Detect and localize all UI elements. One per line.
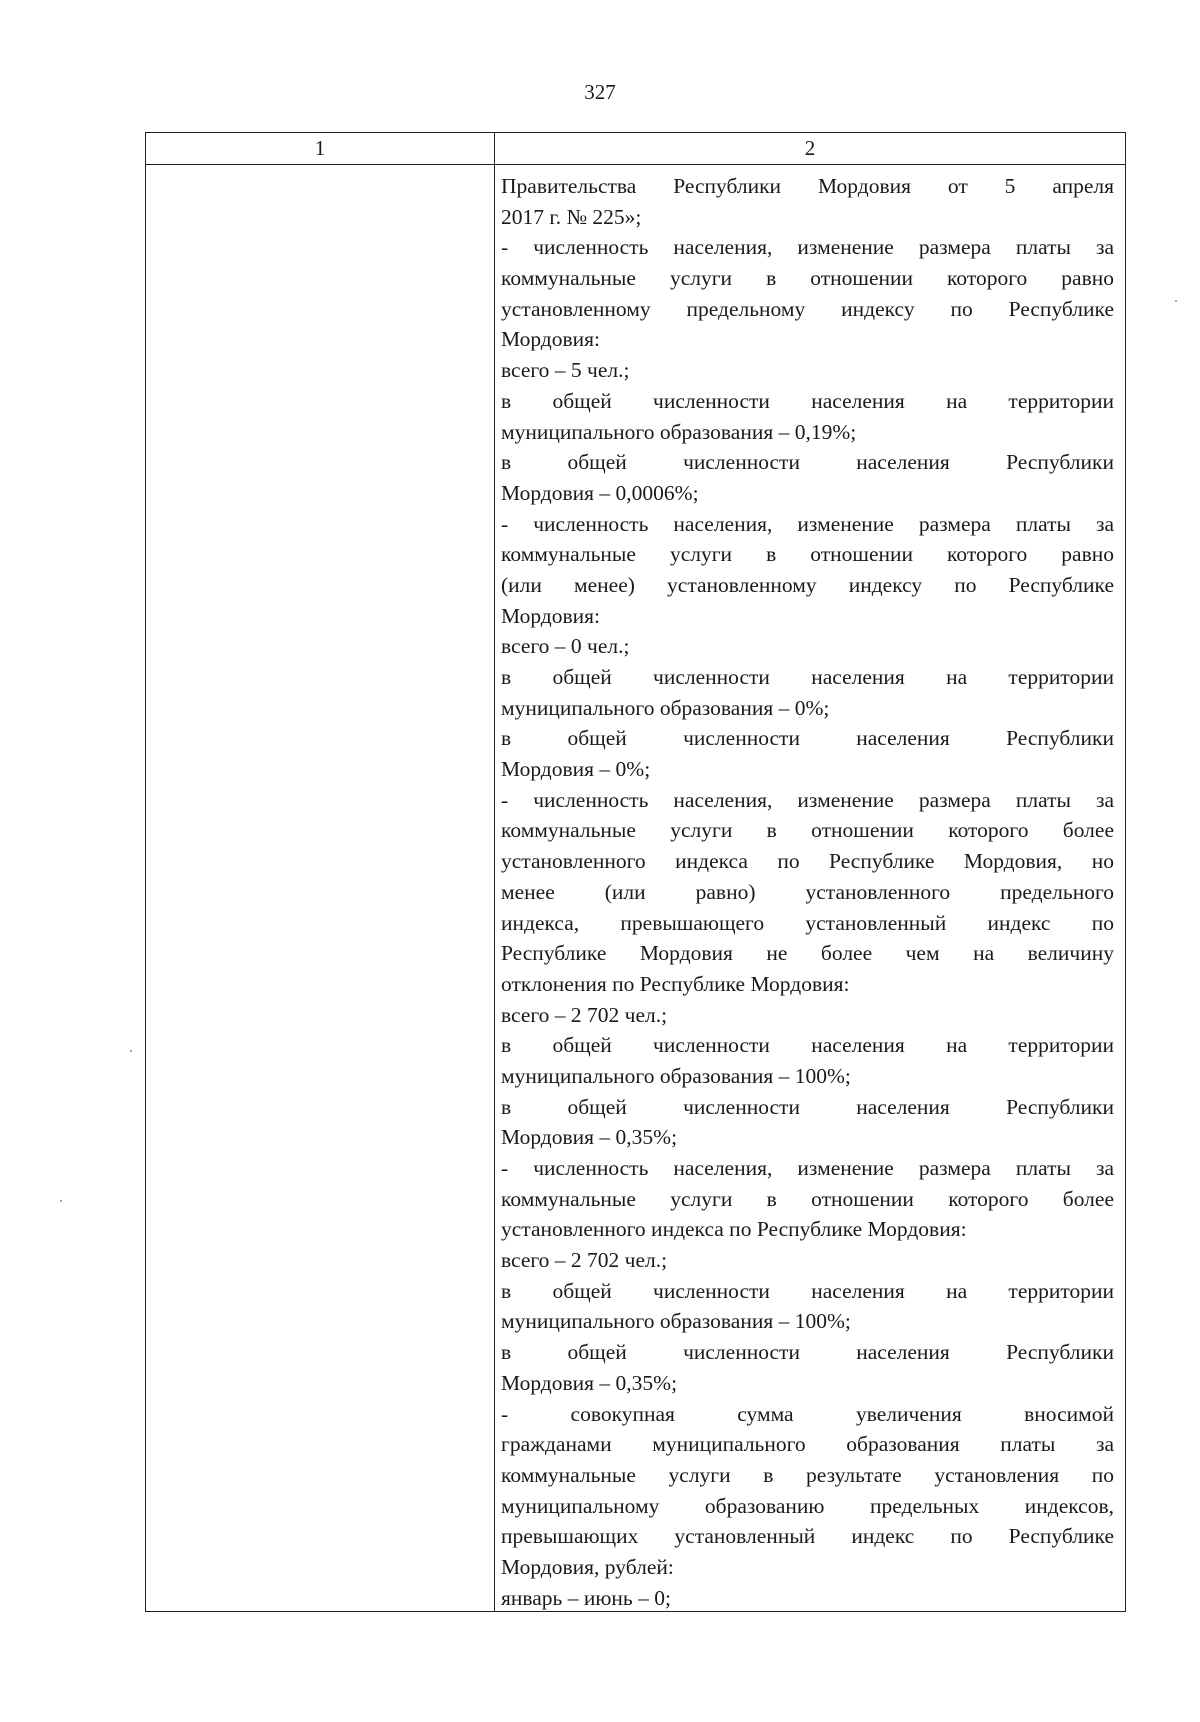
text-line: - численность населения, изменение размера платы за (501, 787, 1114, 812)
column-header-2: 2 (804, 136, 816, 160)
text-line: Мордовия – 0%; (501, 757, 651, 782)
text-line: муниципального образования – 0,19%; (501, 419, 857, 444)
column-header-1: 1 (314, 136, 326, 160)
text-line: коммунальные услуги в результате установления по (501, 1462, 1114, 1487)
text-line: отклонения по Республике Мордовия: (501, 971, 850, 996)
text-line: муниципального образования – 100%; (501, 1063, 851, 1088)
text-line: всего – 0 чел.; (501, 634, 630, 659)
text-line: муниципального образования – 0%; (501, 695, 830, 720)
page-number: 327 (584, 80, 616, 104)
text-line: в общей численности населения на территории (501, 388, 1114, 413)
text-line: - совокупная сумма увеличения вносимой (501, 1401, 1114, 1426)
header-divider (146, 164, 1125, 165)
text-line: установленного индекса по Республике Мордовия: (501, 1217, 967, 1242)
text-line: 2017 г. № 225»; (501, 204, 642, 229)
text-line: в общей численности населения на территории (501, 1278, 1114, 1303)
text-line: - численность населения, изменение размера платы за (501, 235, 1114, 260)
text-line: в общей численности населения на территории (501, 665, 1114, 689)
text-line: установленного индекса по Республике Мордовия, но (501, 849, 1114, 874)
text-line: - численность населения, изменение размера платы за (501, 1156, 1114, 1180)
scan-speck (1175, 300, 1177, 302)
column-2-text (501, 171, 1114, 1613)
text-line: менее (или равно) установленного предельного (501, 879, 1114, 904)
column-divider (494, 133, 495, 1611)
text-line: муниципального образования – 100%; (501, 1309, 851, 1334)
text-line: Мордовия, рублей: (501, 1554, 674, 1579)
text-line: Мордовия – 0,35%; (501, 1370, 678, 1395)
text-line: Мордовия: (501, 603, 601, 628)
text-line: в общей численности населения Республики (501, 1340, 1114, 1365)
text-line: - численность населения, изменение размера платы за (501, 511, 1114, 536)
text-line: коммунальные услуги в отношении которого равно (501, 266, 1114, 291)
text-line: муниципальному образованию предельных индексов, (501, 1493, 1114, 1518)
text-line: коммунальные услуги в отношении которого более (501, 818, 1114, 843)
text-line: в общей численности населения Республики (501, 726, 1114, 751)
text-line: Мордовия: (501, 327, 601, 352)
text-line: Мордовия – 0,0006%; (501, 480, 699, 505)
text-line: гражданами муниципального образования платы за (501, 1432, 1114, 1457)
text-line: в общей численности населения на территории (501, 1033, 1114, 1058)
scan-speck (60, 1200, 62, 1202)
text-line: всего – 2 702 чел.; (501, 1002, 668, 1027)
text-line: всего – 5 чел.; (501, 358, 630, 383)
text-line: индекса, превышающего установленный индекс по (501, 910, 1114, 935)
text-line: всего – 2 702 чел.; (501, 1248, 668, 1273)
text-line: январь – июнь – 0; (501, 1585, 671, 1610)
text-line: Правительства Республики Мордовия от 5 апреля (501, 174, 1114, 198)
text-line: коммунальные услуги в отношении которого равно (501, 542, 1114, 567)
text-line: в общей численности населения Республики (501, 450, 1114, 475)
text-line: коммунальные услуги в отношении которого более (501, 1186, 1114, 1211)
document-table (145, 132, 1126, 1612)
text-line: Республике Мордовия не более чем на величину (501, 941, 1114, 966)
scan-speck (130, 1050, 132, 1052)
text-line: в общей численности населения Республики (501, 1094, 1114, 1119)
text-line: (или менее) установленному индексу по Республике (501, 572, 1114, 597)
text-line: Мордовия – 0,35%; (501, 1125, 678, 1150)
text-line: установленному предельному индексу по Республике (501, 296, 1114, 321)
text-line: превышающих установленный индекс по Республике (501, 1524, 1114, 1549)
